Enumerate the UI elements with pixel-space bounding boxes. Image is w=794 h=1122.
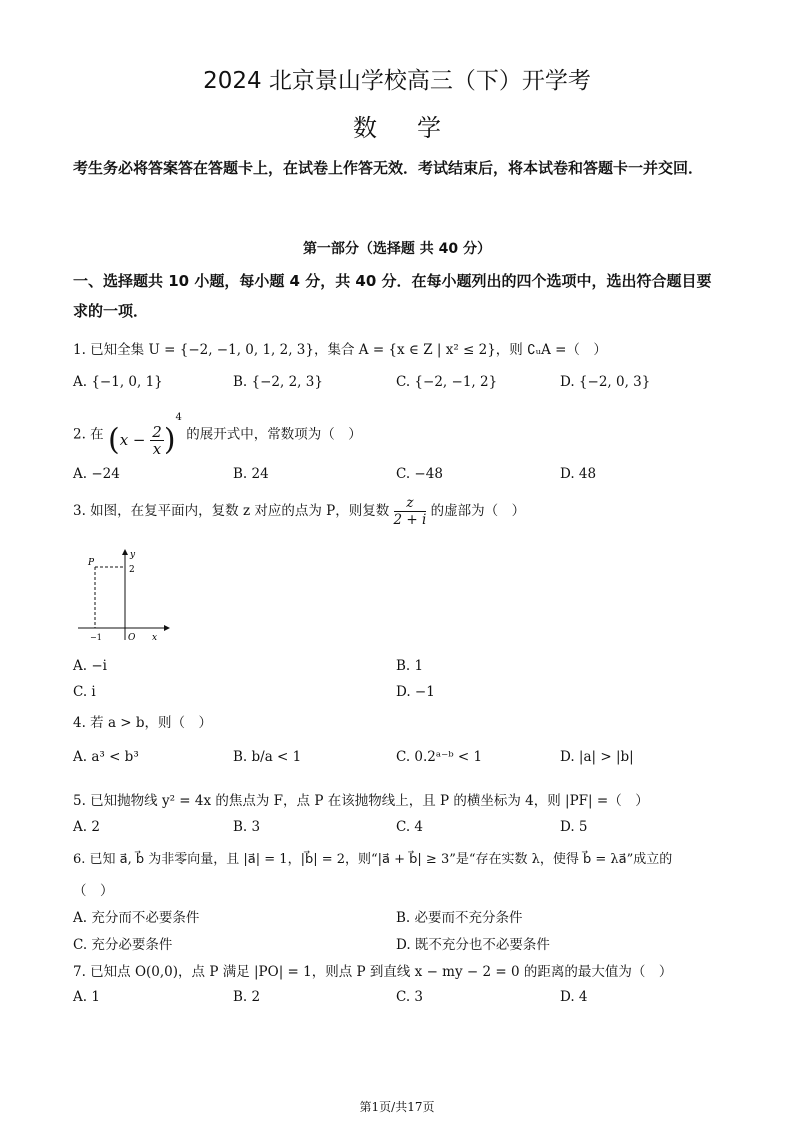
q3-fraction: $\frac{z}{2 + i}$ <box>393 495 427 528</box>
q1-option-d: D. {−2, 0, 3} <box>560 374 651 390</box>
question-5-stem: 5. 已知抛物线 y² = 4x 的焦点为 F，点 P 在该抛物线上，且 P 的横坐标为 4，则 |PF| =（ ） <box>73 793 649 809</box>
q7-option-b: B. 2 <box>233 989 261 1005</box>
q2-binomial-expression: (x − $\frac{2}{x}$ )$^4$ <box>107 412 182 458</box>
q4-option-a: A. a³ < b³ <box>73 749 139 765</box>
q4-option-b: B. b/a < 1 <box>233 749 302 765</box>
q3-option-b: B. 1 <box>396 658 424 674</box>
q7-option-c: C. 3 <box>396 989 424 1005</box>
q1-option-b: B. {−2, 2, 3} <box>233 374 323 390</box>
complex-plane-figure <box>72 545 172 645</box>
q7-option-a: A. 1 <box>73 989 100 1005</box>
q3-option-d: D. −1 <box>396 684 435 700</box>
x-axis-label: x <box>152 633 158 643</box>
q6-option-d: D. 既不充分也不必要条件 <box>396 937 550 953</box>
q2-stem-suffix: 的展开式中，常数项为（ ） <box>186 426 362 443</box>
question-7-stem: 7. 已知点 O(0,0)，点 P 满足 |PO| = 1，则点 P 到直线 x − my − 2 = 0 的距离的最大值为（ ） <box>73 964 673 980</box>
subject-title: 数学 <box>353 114 481 142</box>
question-6-stem-continued: （ ） <box>73 883 114 899</box>
q2-option-b: B. 24 <box>233 466 269 482</box>
q2-option-a: A. −24 <box>73 466 120 482</box>
q4-option-c: C. 0.2ᵃ⁻ᵇ < 1 <box>396 749 483 765</box>
q5-option-b: B. 3 <box>233 819 261 835</box>
question-2-stem <box>73 412 362 458</box>
page-footer: 第1页/共17页 <box>359 1100 435 1114</box>
q1-option-a: A. {−1, 0, 1} <box>73 374 163 390</box>
q6-option-c: C. 充分必要条件 <box>73 937 173 953</box>
point-p-label: P <box>88 558 95 568</box>
question-4-stem: 4. 若 a > b，则（ ） <box>73 715 213 731</box>
question-6-stem: 6. 已知 a⃗, b⃗ 为非零向量，且 |a⃗| = 1，|b⃗| = 2，则“|a⃗ + b⃗| ≥ 3”是“存在实数 λ，使得 b⃗ = λa⃗”成立的 <box>73 852 673 867</box>
q7-option-d: D. 4 <box>560 989 588 1005</box>
q6-option-a: A. 充分而不必要条件 <box>73 910 200 926</box>
q2-option-c: C. −48 <box>396 466 443 482</box>
q3-option-a: A. −i <box>73 658 107 674</box>
q2-stem-prefix: 2. 在 <box>73 426 104 443</box>
q3-stem-suffix: 的虚部为（ ） <box>430 503 526 519</box>
section-intro: 一、选择题共 10 小题，每小题 4 分，共 40 分．在每小题列出的四个选项中，选出符合题目要求的一项． <box>73 272 712 320</box>
origin-label: O <box>128 633 136 643</box>
q5-option-c: C. 4 <box>396 819 424 835</box>
q4-option-d: D. |a| > |b| <box>560 749 634 765</box>
y-tick-label: 2 <box>129 565 135 575</box>
page-title: 2024 北京景山学校高三（下）开学考 <box>203 68 591 94</box>
question-1-stem: 1. 已知全集 U = {−2, −1, 0, 1, 2, 3}，集合 A = {x ∈ Z | x² ≤ 2}，则 ∁ᵤA =（ ） <box>73 342 607 358</box>
exam-notice: 考生务必将答案答在答题卡上，在试卷上作答无效．考试结束后，将本试卷和答题卡一并交回． <box>73 159 704 177</box>
q5-option-a: A. 2 <box>73 819 100 835</box>
x-tick-label: −1 <box>90 633 102 642</box>
part-title: 第一部分（选择题 共 40 分） <box>302 241 492 257</box>
q3-option-c: C. i <box>73 684 96 700</box>
q2-option-d: D. 48 <box>560 466 597 482</box>
q3-stem-prefix: 3. 如图，在复平面内，复数 z 对应的点为 P，则复数 <box>73 503 390 519</box>
q6-option-b: B. 必要而不充分条件 <box>396 910 523 926</box>
q1-option-c: C. {−2, −1, 2} <box>396 374 498 390</box>
q5-option-d: D. 5 <box>560 819 588 835</box>
y-axis-label: y <box>130 550 136 560</box>
question-3-stem <box>73 495 525 528</box>
